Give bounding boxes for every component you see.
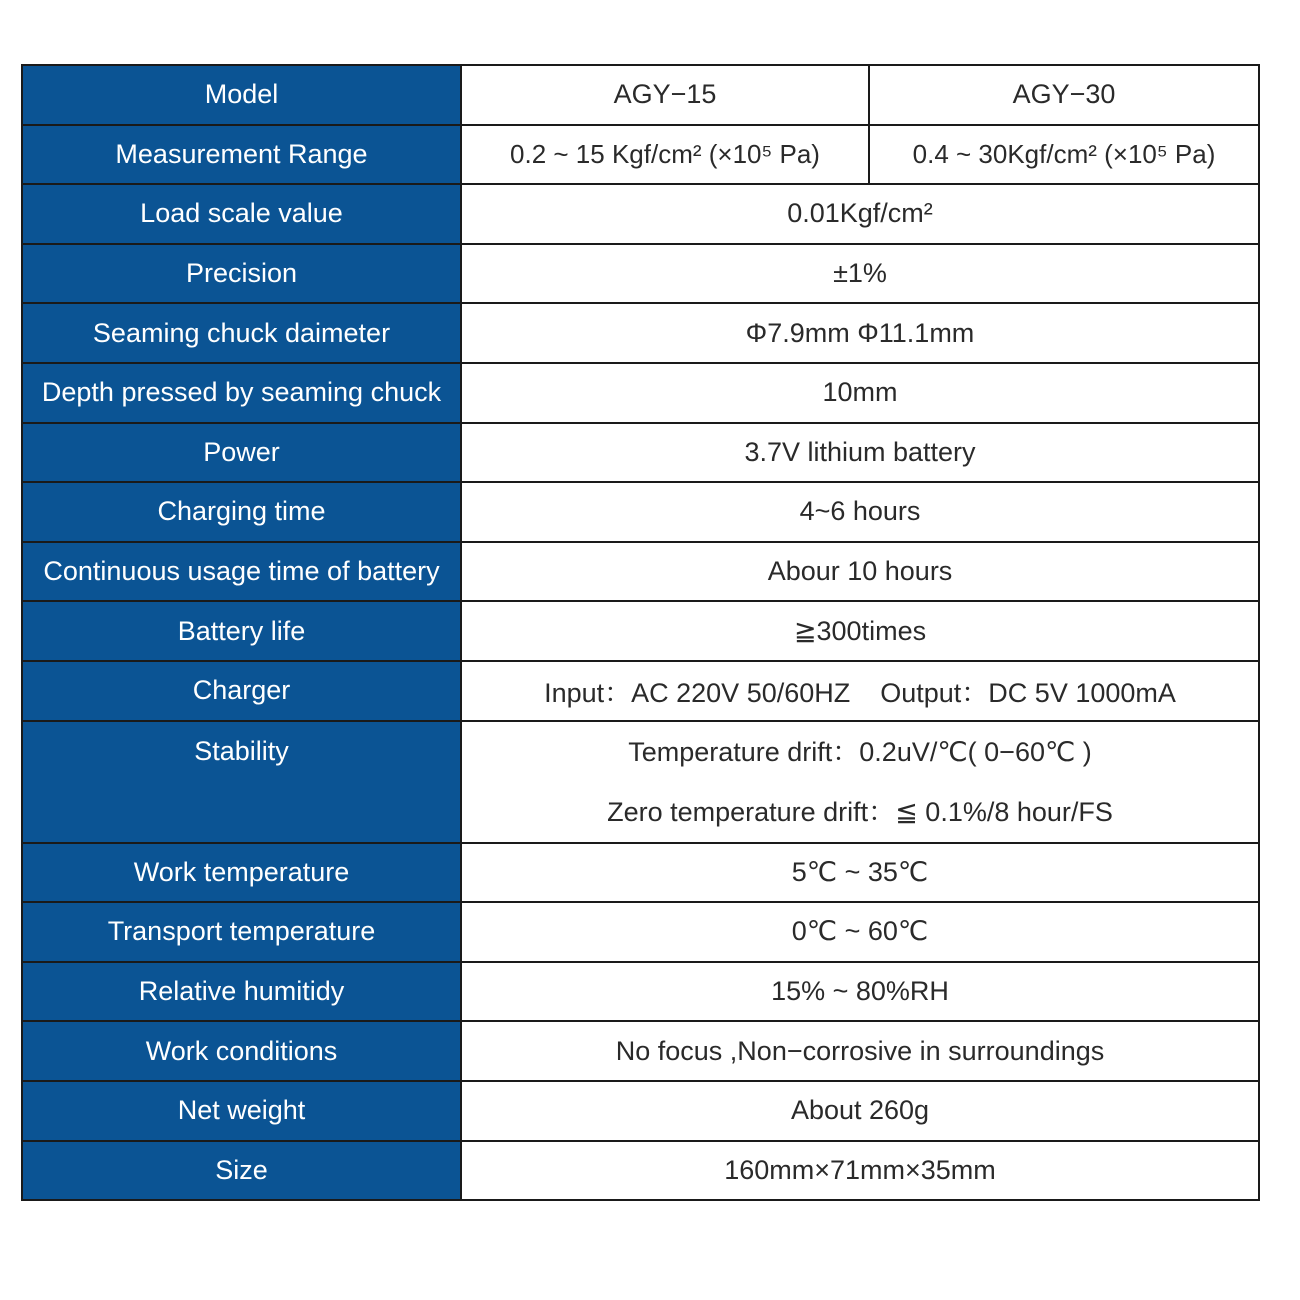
row-label: Measurement Range [22,125,461,185]
table-row-size [22,1141,1259,1201]
row-value: ±1% [461,244,1259,304]
table-row-chuck-diameter [22,303,1259,363]
row-label: Model [22,65,461,125]
row-value: About 260g [461,1081,1259,1141]
table-row-net-weight [22,1081,1259,1141]
stability-line-1: Temperature drift：0.2uV/℃( 0−60℃ ) [628,736,1092,767]
row-label: Charging time [22,482,461,542]
row-value: 4~6 hours [461,482,1259,542]
row-label: Battery life [22,601,461,661]
table-row-precision [22,244,1259,304]
row-label: Continuous usage time of battery [22,542,461,602]
range-agy30: 0.4 ~ 30Kgf/cm² (×10⁵ Pa) [869,125,1259,185]
table-row-chuck-depth [22,363,1259,423]
table-row-stability [22,721,1259,843]
row-label: Transport temperature [22,902,461,962]
row-label: Stability [22,721,461,843]
table-row-transport-temperature [22,902,1259,962]
table-row-load-scale [22,184,1259,244]
row-value: 160mm×71mm×35mm [461,1141,1259,1201]
row-label: Relative humitidy [22,962,461,1022]
row-value [461,721,1259,843]
row-value: Abour 10 hours [461,542,1259,602]
spec-table [21,64,1260,1201]
row-label: Work conditions [22,1021,461,1081]
row-label: Power [22,423,461,483]
table-row-charging-time [22,482,1259,542]
table-row-model [22,65,1259,125]
row-value: 10mm [461,363,1259,423]
row-label: Net weight [22,1081,461,1141]
table-row-usage-time [22,542,1259,602]
row-value: Φ7.9mm Φ11.1mm [461,303,1259,363]
row-label: Seaming chuck daimeter [22,303,461,363]
row-value: 0℃ ~ 60℃ [461,902,1259,962]
row-value: 15% ~ 80%RH [461,962,1259,1022]
table-row-humidity [22,962,1259,1022]
row-value: 5℃ ~ 35℃ [461,843,1259,903]
table-row-work-temperature [22,843,1259,903]
range-agy15: 0.2 ~ 15 Kgf/cm² (×10⁵ Pa) [461,125,869,185]
row-label: Precision [22,244,461,304]
table-row-battery-life [22,601,1259,661]
row-label: Depth pressed by seaming chuck [22,363,461,423]
row-value: ≧300times [461,601,1259,661]
table-row-work-conditions [22,1021,1259,1081]
row-value: 0.01Kgf/cm² [461,184,1259,244]
row-value: Input：AC 220V 50/60HZ Output：DC 5V 1000mA [461,661,1259,721]
row-label: Work temperature [22,843,461,903]
model-agy15: AGY−15 [461,65,869,125]
table-row-charger [22,661,1259,721]
row-label: Charger [22,661,461,721]
model-agy30: AGY−30 [869,65,1259,125]
row-value: No focus ,Non−corrosive in surroundings [461,1021,1259,1081]
stability-line-2: Zero temperature drift：≦ 0.1%/8 hour/FS [607,796,1113,827]
row-value: 3.7V lithium battery [461,423,1259,483]
row-label: Load scale value [22,184,461,244]
row-label: Size [22,1141,461,1201]
table-row-power [22,423,1259,483]
table-row-measurement-range [22,125,1259,185]
